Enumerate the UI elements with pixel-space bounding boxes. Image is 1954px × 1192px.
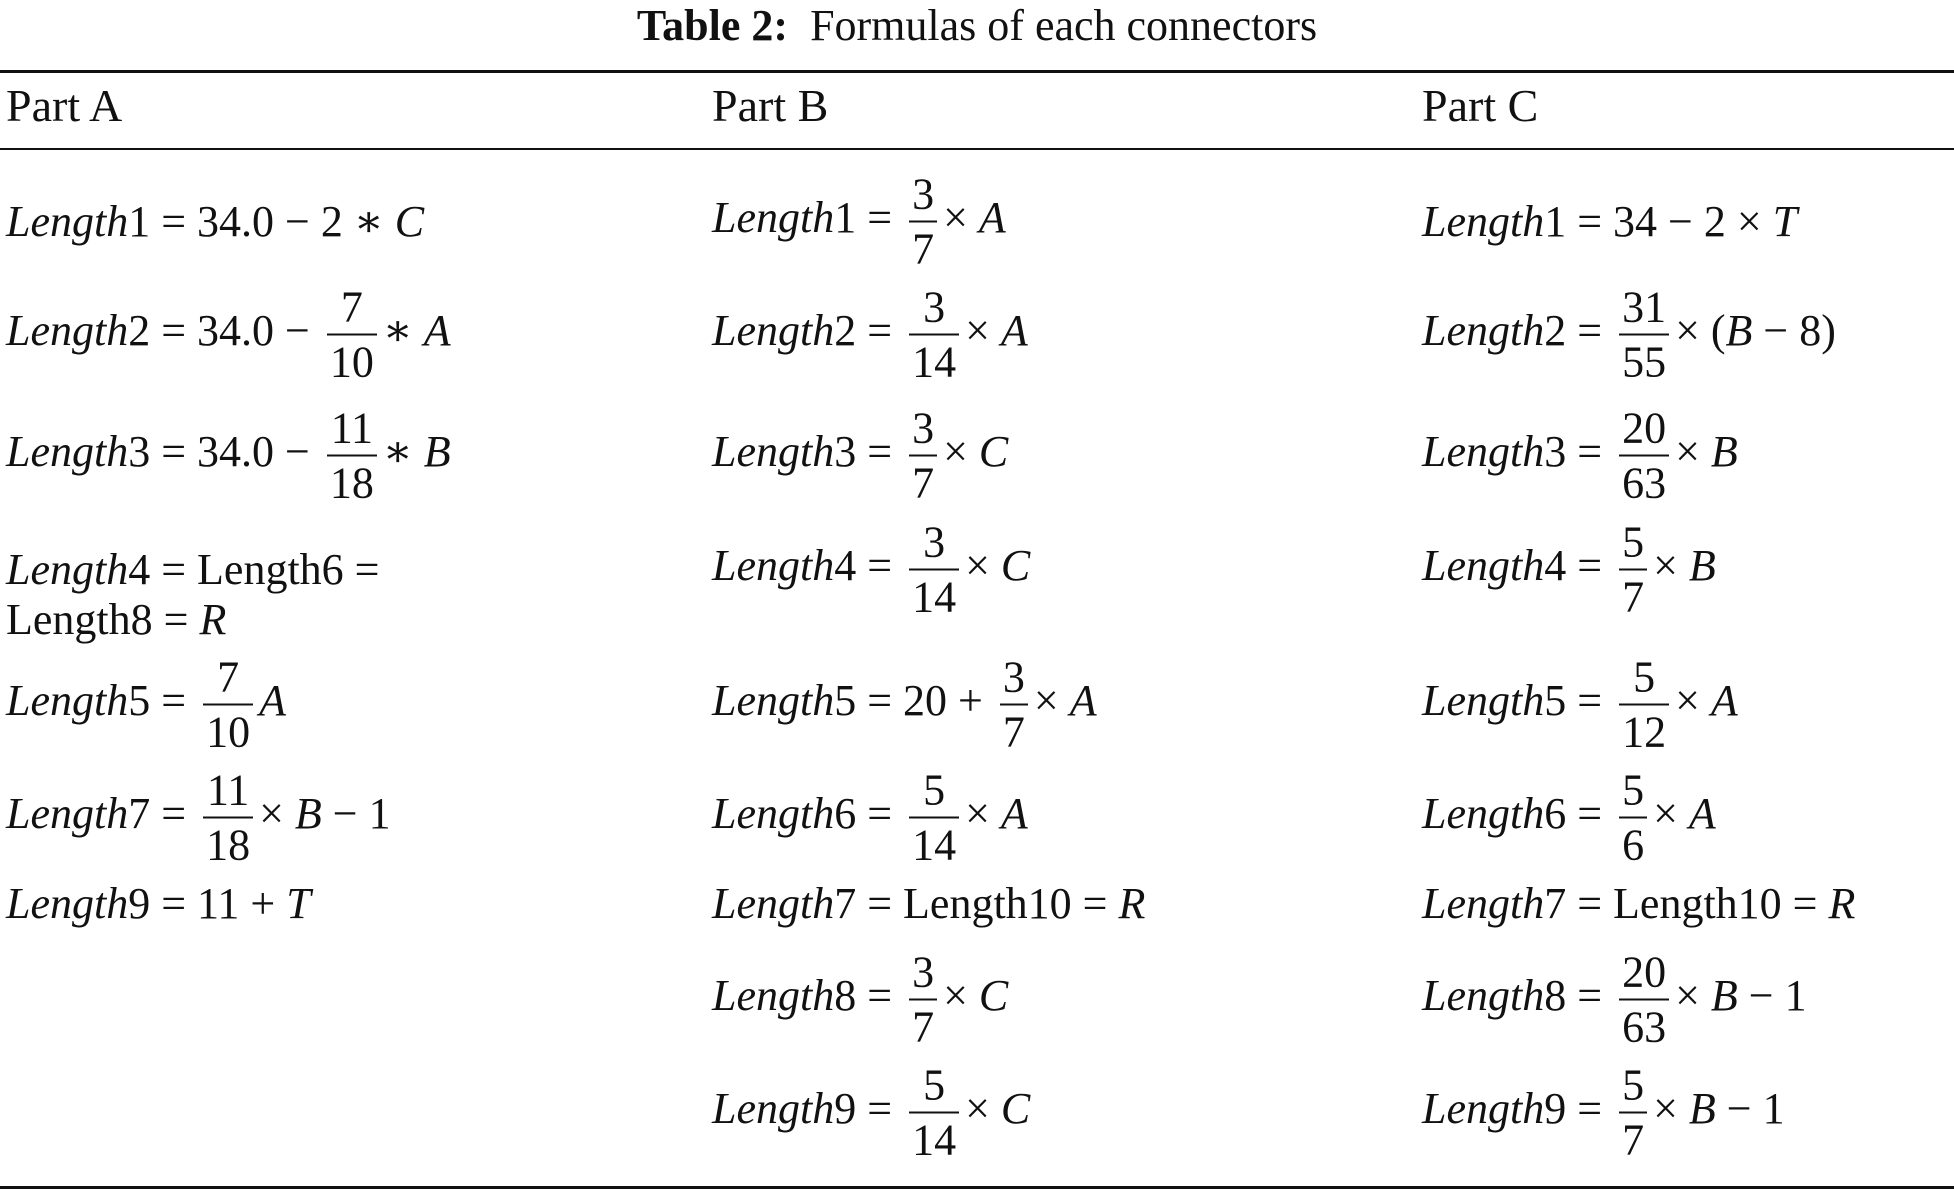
fraction: $\frac{11}{18}$ [203, 769, 253, 868]
bottom-rule [0, 1186, 1954, 1189]
formula-b-length8: Length8 = $\frac{3}{7}$ × C [712, 947, 1009, 1052]
fraction: $\frac{3}{14}$ [909, 286, 959, 385]
formula-b-length3: Length3 = $\frac{3}{7}$ × C [712, 403, 1009, 508]
formula-c-length3: Length3 = $\frac{20}{63}$ × B [1422, 403, 1738, 508]
fraction: $\frac{5}{7}$ [1619, 521, 1647, 620]
fraction: $\frac{3}{7}$ [909, 951, 937, 1050]
formula-c-length7: Length7 = Length10 = R [1422, 879, 1856, 928]
formula-b-length9: Length9 = $\frac{5}{14}$ × C [712, 1060, 1031, 1165]
fraction: $\frac{5}{14}$ [909, 769, 959, 868]
formula-b-length1: Length1 = $\frac{3}{7}$ × A [712, 169, 1006, 274]
fraction: $\frac{3}{7}$ [909, 173, 937, 272]
formula-c-length2: Length2 = $\frac{31}{55}$ × (B − 8) [1422, 282, 1836, 387]
formula-c-length8: Length8 = $\frac{20}{63}$ × B − 1 [1422, 947, 1807, 1052]
caption-text: Formulas of each connectors [810, 1, 1318, 50]
formula-b-length7: Length7 = Length10 = R [712, 879, 1146, 928]
fraction: $\frac{11}{18}$ [327, 407, 377, 506]
formula-c-length4: Length4 = $\frac{5}{7}$ × B [1422, 517, 1716, 622]
formula-b-length6: Length6 = $\frac{5}{14}$ × A [712, 765, 1028, 870]
fraction: $\frac{5}{12}$ [1619, 656, 1669, 755]
formula-c-length1: Length1 = 34 − 2 × T [1422, 197, 1798, 246]
header-rule [0, 148, 1954, 150]
column-header-part-b: Part B [712, 80, 829, 131]
formula-a-length1: Length1 = 34.0 − 2 ∗ C [6, 197, 425, 246]
formula-a-length3: Length3 = 34.0 − $\frac{11}{18}$ ∗ B [6, 403, 451, 508]
fraction: $\frac{3}{7}$ [909, 407, 937, 506]
formula-c-length5: Length5 = $\frac{5}{12}$ × A [1422, 652, 1738, 757]
formula-a-length2: Length2 = 34.0 − $\frac{7}{10}$ ∗ A [6, 282, 451, 387]
fraction: $\frac{3}{7}$ [1000, 656, 1028, 755]
fraction: $\frac{7}{10}$ [203, 656, 253, 755]
fraction: $\frac{5}{6}$ [1619, 769, 1647, 868]
formula-a-length4: Length4 = Length6 = Length8 = R [6, 545, 380, 644]
formula-a-length5: Length5 = $\frac{7}{10}$ A [6, 652, 286, 757]
top-rule [0, 70, 1954, 73]
formula-a-length9: Length9 = 11 + T [6, 879, 311, 928]
formula-b-length2: Length2 = $\frac{3}{14}$ × A [712, 282, 1028, 387]
formula-b-length5: Length5 = 20 + $\frac{3}{7}$ × A [712, 652, 1097, 757]
fraction: $\frac{5}{14}$ [909, 1064, 959, 1163]
fraction: $\frac{31}{55}$ [1619, 286, 1669, 385]
formula-b-length4: Length4 = $\frac{3}{14}$ × C [712, 517, 1031, 622]
fraction: $\frac{20}{63}$ [1619, 951, 1669, 1050]
column-header-part-a: Part A [6, 80, 123, 131]
caption-label: Table 2: [636, 1, 789, 50]
formula-c-length6: Length6 = $\frac{5}{6}$ × A [1422, 765, 1716, 870]
table-caption [0, 0, 1954, 52]
fraction: $\frac{20}{63}$ [1619, 407, 1669, 506]
formula-c-length9: Length9 = $\frac{5}{7}$ × B − 1 [1422, 1060, 1785, 1165]
column-header-part-c: Part C [1422, 80, 1539, 131]
fraction: $\frac{5}{7}$ [1619, 1064, 1647, 1163]
fraction: $\frac{7}{10}$ [327, 286, 377, 385]
fraction: $\frac{3}{14}$ [909, 521, 959, 620]
formula-a-length7: Length7 = $\frac{11}{18}$ × B − 1 [6, 765, 391, 870]
